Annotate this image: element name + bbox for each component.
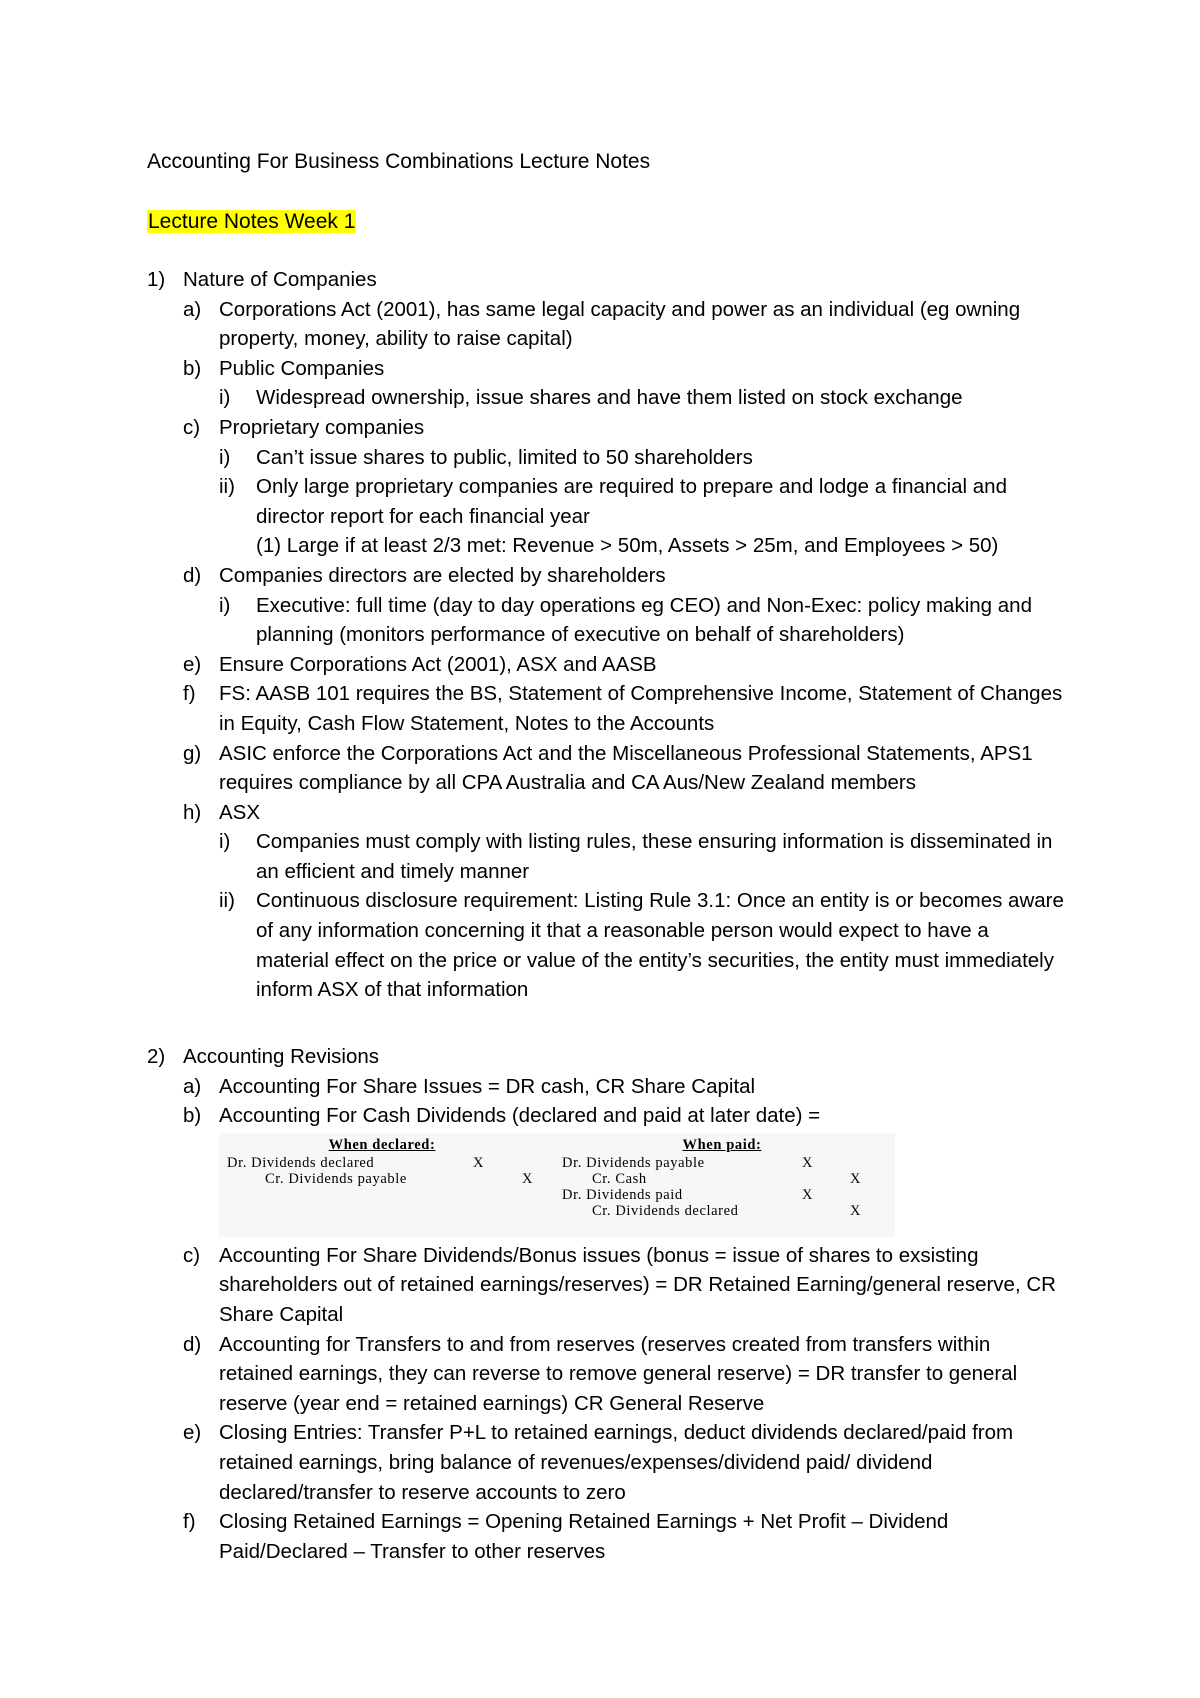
list-item — [0, 1418, 1200, 1507]
list-marker: d) — [183, 1332, 202, 1356]
list-marker: f) — [183, 682, 196, 706]
dividend-journal-entries — [219, 1133, 895, 1237]
list-item — [0, 739, 1200, 798]
week-heading-highlight: Lecture Notes Week 1 — [148, 210, 356, 233]
journal-row — [562, 1155, 882, 1171]
list-item — [0, 295, 1200, 354]
account-name: Cr. Dividends declared — [592, 1202, 739, 1219]
account-name: Cr. Dividends payable — [265, 1170, 407, 1187]
list-item — [0, 1101, 1200, 1131]
list-item — [0, 265, 1200, 295]
section-nature-of-companies — [0, 265, 1200, 1005]
list-marker: ii) — [219, 889, 235, 913]
journal-row — [562, 1187, 882, 1203]
list-item-text: (1) Large if at least 2/3 met: Revenue > 50m, Assets > 25m, and Employees > 50) — [256, 534, 999, 558]
list-item — [0, 1330, 1200, 1419]
list-marker: ii) — [219, 475, 235, 499]
journal-row — [227, 1171, 537, 1187]
list-item-text: ASIC enforce the Corporations Act and the Miscellaneous Professional Statements, APS1 requires compliance by all CPA Australia and CA Aus/New Zealand members — [219, 741, 1033, 795]
list-marker: 1) — [147, 268, 166, 291]
list-item-text: Executive: full time (day to day operations eg CEO) and Non-Exec: policy making and planning (monitors performance of executive on behalf of shareholders) — [256, 593, 1032, 647]
list-item-text: Continuous disclosure requirement: Listing Rule 3.1: Once an entity is or becomes aware of any information concerning it that a reasonable person would expect to have a material effect on the price or value of the entity’s securities, the entity must immediately inform ASX of that information — [256, 889, 1064, 1002]
list-item-text: Ensure Corporations Act (2001), ASX and AASB — [219, 652, 657, 676]
amount: X — [850, 1202, 862, 1219]
list-item — [0, 443, 1200, 473]
section-accounting-revisions — [0, 1042, 1200, 1566]
when-paid-column — [562, 1137, 882, 1219]
list-marker: f) — [183, 1510, 196, 1534]
list-marker: a) — [183, 297, 202, 321]
list-item-text: Companies directors are elected by shareholders — [219, 563, 666, 587]
list-item-text: Public Companies — [219, 356, 385, 380]
list-item-text: Accounting For Share Dividends/Bonus issues (bonus = issue of shares to exsisting shareholders out of retained earnings/reserves) = DR Retained Earning/general reserve, CR Share Capital — [219, 1243, 1056, 1326]
list-marker: c) — [183, 1243, 201, 1267]
amount: X — [802, 1186, 814, 1203]
list-item-text: Accounting For Cash Dividends (declared and paid at later date) = — [219, 1104, 821, 1128]
list-item-text: Proprietary companies — [219, 415, 425, 439]
list-item — [0, 383, 1200, 413]
document-title: Accounting For Business Combinations Lecture Notes — [147, 150, 651, 173]
list-marker: d) — [183, 563, 202, 587]
list-marker: e) — [183, 1421, 202, 1445]
week-heading — [147, 208, 356, 236]
list-item-text: FS: AASB 101 requires the BS, Statement of Comprehensive Income, Statement of Changes in Equity, Cash Flow Statement, Notes to the Accounts — [219, 682, 1063, 735]
list-marker: i) — [219, 386, 231, 410]
list-item — [0, 531, 1200, 561]
list-item — [0, 472, 1200, 531]
list-item — [0, 1507, 1200, 1566]
amount: X — [850, 1170, 862, 1187]
list-item — [0, 591, 1200, 650]
list-item-text: Widespread ownership, issue shares and have them listed on stock exchange — [256, 386, 963, 410]
list-item-text: Corporations Act (2001), has same legal capacity and power as an individual (eg owning property, money, ability to raise capital) — [219, 297, 1021, 351]
amount: X — [522, 1170, 534, 1187]
list-item — [0, 650, 1200, 680]
account-name: Dr. Dividends declared — [227, 1154, 375, 1171]
list-item — [0, 561, 1200, 591]
when-declared-column — [227, 1137, 537, 1187]
list-marker: i) — [219, 830, 231, 854]
journal-row — [562, 1203, 882, 1219]
account-name: Dr. Dividends paid — [562, 1186, 683, 1203]
list-marker: c) — [183, 415, 201, 439]
section-title: Nature of Companies — [183, 268, 377, 291]
list-marker: b) — [183, 356, 202, 380]
list-marker: i) — [219, 593, 231, 617]
list-item-text: Closing Retained Earnings = Opening Retained Earnings + Net Profit – Dividend Paid/Declared – Transfer to other reserves — [219, 1510, 949, 1563]
account-name: Cr. Cash — [592, 1170, 647, 1187]
section-title: Accounting Revisions — [183, 1045, 379, 1068]
when-declared-header: When declared: — [328, 1136, 436, 1153]
list-item — [0, 679, 1200, 738]
when-paid-header: When paid: — [682, 1136, 762, 1153]
list-marker: 2) — [147, 1045, 166, 1068]
list-marker: i) — [219, 445, 231, 469]
account-name: Dr. Dividends payable — [562, 1154, 705, 1171]
list-item — [0, 827, 1200, 886]
list-marker: a) — [183, 1074, 202, 1098]
amount: X — [802, 1154, 814, 1171]
list-item — [0, 798, 1200, 828]
list-item-text: Accounting For Share Issues = DR cash, CR Share Capital — [219, 1074, 756, 1098]
list-item — [0, 354, 1200, 384]
list-item-text: Companies must comply with listing rules, these ensuring information is disseminated in an efficient and timely manner — [256, 830, 1053, 883]
journal-row — [227, 1155, 537, 1171]
list-marker: e) — [183, 652, 202, 676]
list-item — [0, 413, 1200, 443]
list-marker: h) — [183, 800, 202, 824]
amount: X — [473, 1154, 485, 1171]
list-item-text: ASX — [219, 800, 261, 824]
list-item-text: Closing Entries: Transfer P+L to retained earnings, deduct dividends declared/paid from retained earnings, bring balance of revenues/expenses/dividend paid/ dividend declared/transfer to reserve accounts to zero — [219, 1421, 1014, 1504]
list-marker: g) — [183, 741, 202, 765]
list-item-text: Accounting for Transfers to and from reserves (reserves created from transfers within retained earnings, they can reverse to remove general reserve) = DR transfer to general reserve (year end = retained earnings) CR General Reserve — [219, 1332, 1018, 1415]
list-item — [0, 1241, 1200, 1330]
list-item — [0, 1042, 1200, 1072]
list-item — [0, 1072, 1200, 1102]
journal-row — [562, 1171, 882, 1187]
list-marker: b) — [183, 1104, 202, 1128]
list-item — [0, 886, 1200, 1004]
list-item-text: Can’t issue shares to public, limited to 50 shareholders — [256, 445, 753, 469]
list-item-text: Only large proprietary companies are required to prepare and lodge a financial and director report for each financial year — [256, 475, 1007, 528]
